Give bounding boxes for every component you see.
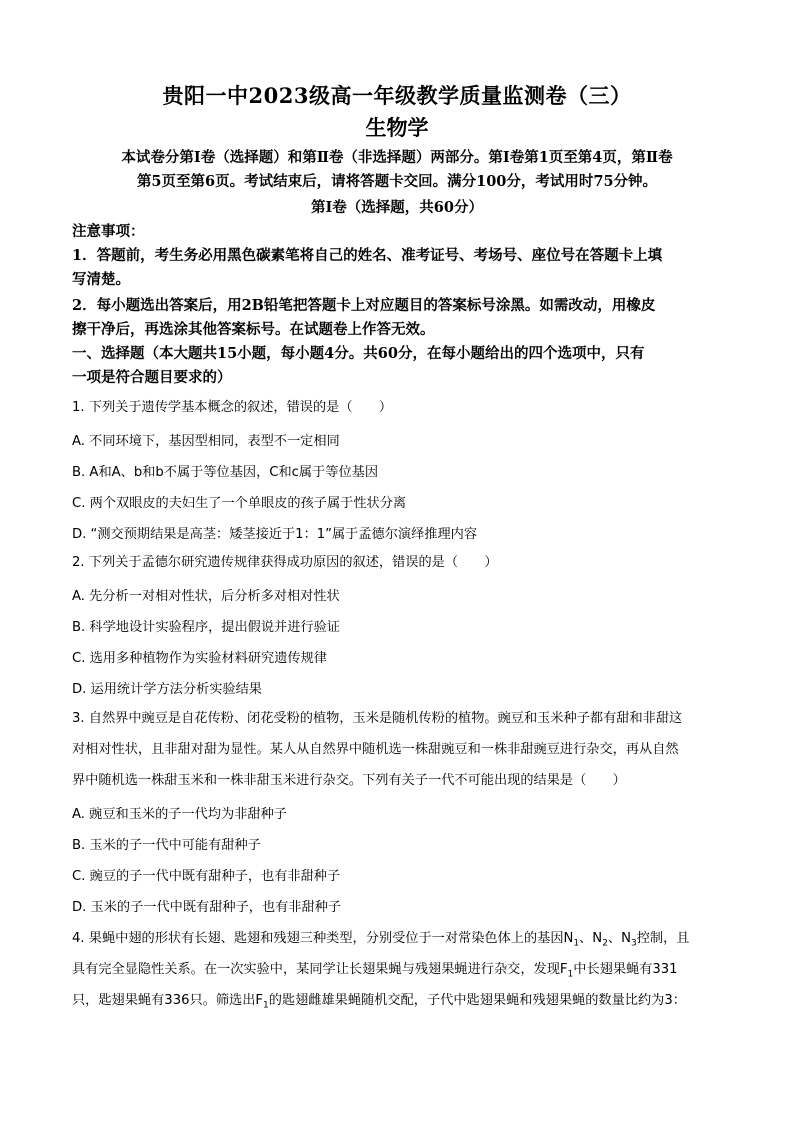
question-2-stem: 2. 下列关于孟德尔研究遗传规律获得成功原因的叙述，错误的是（ ）	[72, 555, 498, 570]
part-title: 第Ⅰ卷（选择题，共60分）	[311, 199, 483, 216]
notice-heading: 注意事项：	[72, 223, 145, 240]
question-1-option-c: C. 两个双眼皮的夫妇生了一个单眼皮的孩子属于性状分离	[72, 496, 407, 511]
question-3-stem-line-2: 对相对性状，且非甜对甜为显性。某人从自然界中随机选一株甜豌豆和一株非甜豌豆进行杂交，再从自然	[72, 742, 679, 757]
q4-sub-n2: 2	[602, 938, 608, 949]
question-3-option-d: D. 玉米的子一代中既有甜种子，也有非甜种子	[72, 900, 342, 915]
question-4-stem-line-3	[72, 985, 732, 1022]
q4-sub-f1-b: 1	[263, 1000, 269, 1011]
question-1-option-b: B. A和A、b和b不属于等位基因，C和c属于等位基因	[72, 465, 379, 480]
q4-line2-text-b: 中长翅果蝇有331	[573, 962, 678, 977]
q4-sep-1: 、N	[579, 931, 603, 946]
section-heading-line-2: 一项是符合题目要求的）	[72, 369, 232, 386]
intro-line-1: 本试卷分第Ⅰ卷（选择题）和第Ⅱ卷（非选择题）两部分。第Ⅰ卷第1页至第4页，第Ⅱ卷	[121, 149, 673, 166]
question-3-option-b: B. 玉米的子一代中可能有甜种子	[72, 838, 261, 853]
q4-sep-2: 、N	[607, 931, 631, 946]
q4-line1-text-b: 控制，且	[636, 931, 690, 946]
question-2-option-c: C. 选用多种植物作为实验材料研究遗传规律	[72, 651, 327, 666]
q4-sub-f1-a: 1	[567, 969, 574, 980]
question-2-option-d: D. 运用统计学方法分析实验结果	[72, 682, 262, 697]
question-1-option-d: D. “测交预期结果是高茎：矮茎接近于1：1”属于孟德尔演绎推理内容	[72, 527, 478, 542]
question-3-option-c: C. 豌豆的子一代中既有甜种子，也有非甜种子	[72, 869, 341, 884]
exam-title: 贵阳一中2023级高一年级教学质量监测卷（三）	[162, 83, 632, 108]
q4-sub-n3: 3	[630, 938, 637, 949]
question-2-option-b: B. 科学地设计实验程序，提出假说并进行验证	[72, 620, 340, 635]
question-3-stem-line-3: 界中随机选一株甜玉米和一株非甜玉米进行杂交。下列有关子一代不可能出现的结果是（ ）	[72, 773, 626, 788]
notice-item-1-line-2: 写清楚。	[72, 271, 130, 288]
q4-line3-text-b: 的匙翅雌雄果蝇随机交配，子代中匙翅果蝇和残翅果蝇的数量比约为3：	[268, 993, 686, 1008]
q4-line3-text-a: 只，匙翅果蝇有336只。筛选出F	[72, 993, 264, 1008]
question-3-stem-line-1: 3. 自然界中豌豆是自花传粉、闭花受粉的植物，玉米是随机传粉的植物。豌豆和玉米种子都有甜和非甜这	[72, 711, 683, 726]
q4-line2-text-a: 具有完全显隐性关系。在一次实验中，某同学让长翅果蝇与残翅果蝇进行杂交，发现F	[72, 962, 568, 977]
notice-item-1-line-1: 1．答题前，考生务必用黑色碳素笔将自己的姓名、准考证号、考场号、座位号在答题卡上填	[72, 247, 663, 264]
subject-title: 生物学	[365, 115, 429, 140]
q4-sub-n1: 1	[573, 938, 580, 949]
notice-item-2-line-2: 擦干净后，再选涂其他答案标号。在试题卷上作答无效。	[72, 321, 435, 338]
intro-line-2: 第5页至第6页。考试结束后，请将答题卡交回。满分100分，考试用时75分钟。	[136, 173, 658, 190]
section-heading-line-1: 一、选择题（本大题共15小题，每小题4分。共60分，在每小题给出的四个选项中，只有	[72, 345, 645, 362]
question-1-option-a: A. 不同环境下，基因型相同，表型不一定相同	[72, 434, 340, 449]
question-2-option-a: A. 先分析一对相对性状，后分析多对相对性状	[72, 589, 340, 604]
notice-item-2-line-1: 2．每小题选出答案后，用2B铅笔把答题卡上对应题目的答案标号涂黑。如需改动，用橡皮	[72, 297, 656, 314]
question-1-stem: 1. 下列关于遗传学基本概念的叙述，错误的是（ ）	[72, 400, 393, 415]
q4-line1-text-a: 4. 果蝇中翅的形状有长翅、匙翅和残翅三种类型，分别受位于一对常染色体上的基因N	[72, 931, 574, 946]
question-3-option-a: A. 豌豆和玉米的子一代均为非甜种子	[72, 807, 287, 822]
